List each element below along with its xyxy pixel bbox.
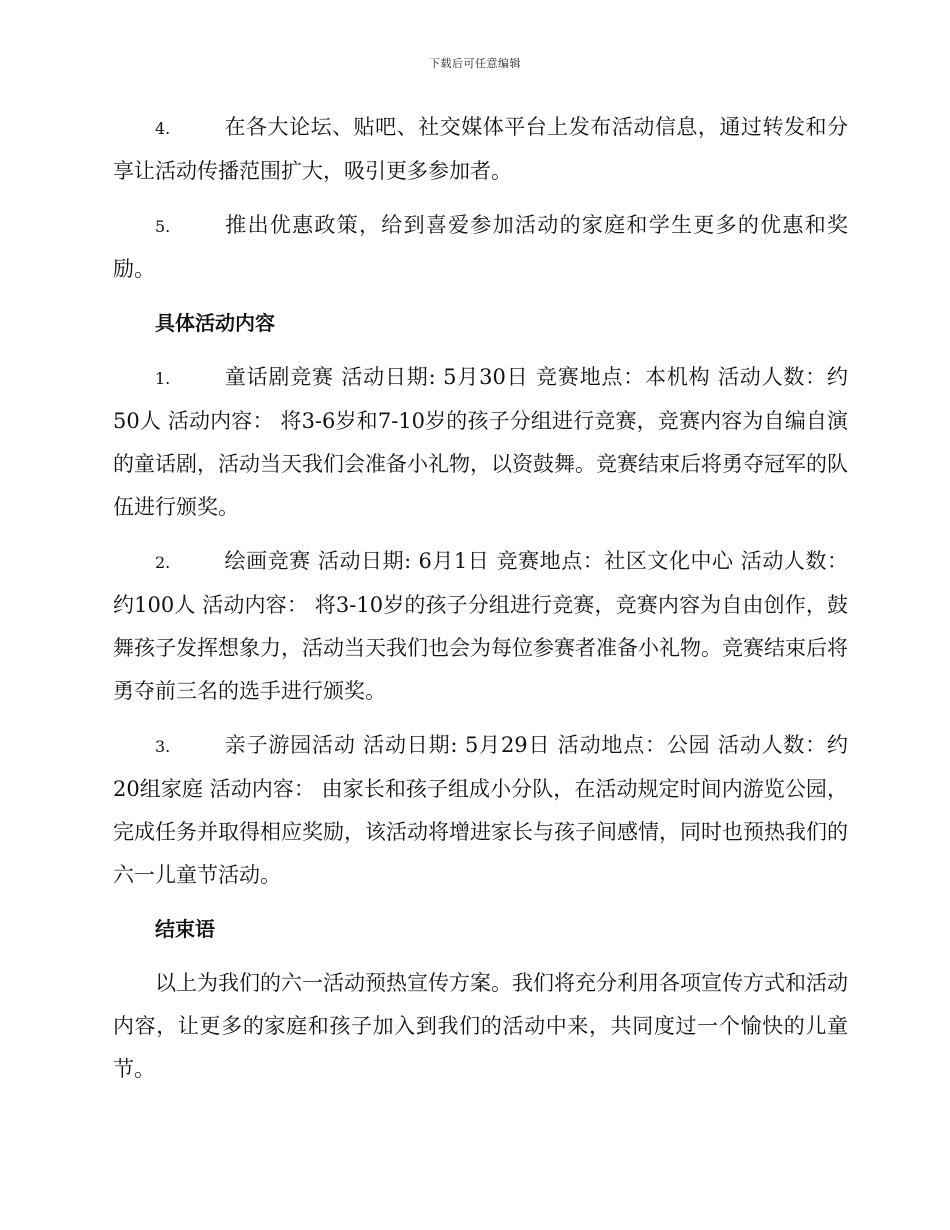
- list-item-text: 绘画竞赛 活动日期: 6月1日 竞赛地点：社区文化中心 活动人数：约100人 活动内容： 将3-10岁的孩子分组进行竞赛，竞赛内容为自由创作，鼓舞孩子发挥想象力，活动当天我们也会为每位参赛者准备小礼物。竞赛结束后将勇夺前三名的选手进行颁奖。: [113, 549, 848, 703]
- list-item-text: 在各大论坛、贴吧、社交媒体平台上发布活动信息，通过转发和分享让活动传播范围扩大，吸引更多参加者。: [113, 115, 848, 183]
- promo-item-4: [113, 106, 848, 193]
- section-heading-closing: 结束语: [155, 917, 215, 941]
- list-item-text: 亲子游园活动 活动日期: 5月29日 活动地点：公园 活动人数：约20组家庭 活动内容： 由家长和孩子组成小分队，在活动规定时间内游览公园，完成任务并取得相应奖励，该活动将增进家长与孩子间感情，同时也预热我们的六一儿童节活动。: [113, 733, 848, 887]
- section-heading-activities: 具体活动内容: [155, 311, 275, 335]
- list-item-text: 推出优惠政策，给到喜爱参加活动的家庭和学生更多的优惠和奖励。: [113, 213, 848, 281]
- list-number: 5.: [155, 217, 171, 236]
- list-number: 1.: [155, 369, 171, 388]
- document-body: [113, 106, 848, 1102]
- list-number: 3.: [155, 737, 171, 756]
- list-number: 2.: [155, 553, 171, 572]
- list-number: 4.: [155, 119, 171, 138]
- closing-paragraph: 以上为我们的六一活动预热宣传方案。我们将充分利用各项宣传方式和活动内容，让更多的家庭和孩子加入到我们的活动中来，共同度过一个愉快的儿童节。: [113, 971, 848, 1081]
- activity-item-3: [113, 724, 848, 897]
- page-header-note: 下载后可任意编辑: [429, 57, 521, 70]
- activity-item-2: [113, 540, 848, 713]
- list-item-text: 童话剧竞赛 活动日期: 5月30日 竞赛地点：本机构 活动人数：约50人 活动内容： 将3-6岁和7-10岁的孩子分组进行竞赛，竞赛内容为自编自演的童话剧，活动当天我们会准备小礼物，以资鼓舞。竞赛结束后将勇夺冠军的队伍进行颁奖。: [113, 365, 848, 519]
- activity-item-1: [113, 356, 848, 529]
- promo-item-5: [113, 204, 848, 291]
